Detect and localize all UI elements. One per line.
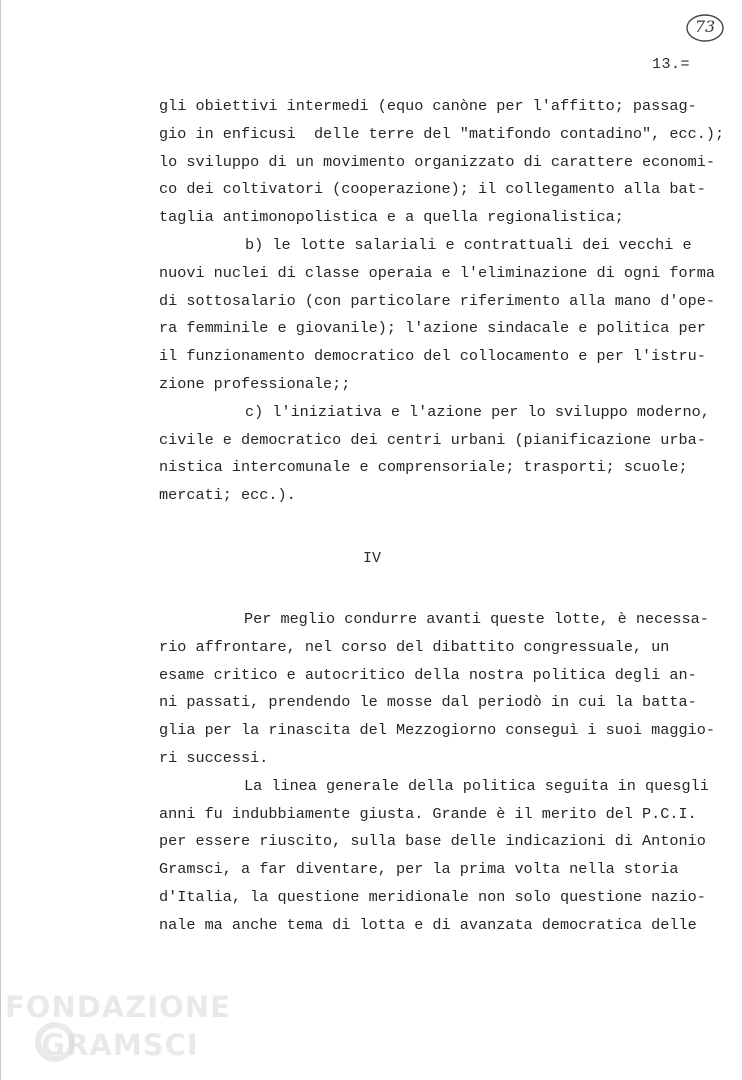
text-line: ni passati, prendendo le mosse dal periodò in cui la batta- <box>159 693 697 712</box>
text-line: esame critico e autocritico della nostra politica degli an- <box>159 665 697 684</box>
section-heading: IV <box>362 550 381 567</box>
text-line: mercati; ecc.). <box>159 486 296 505</box>
text-line: ri successi. <box>159 748 269 767</box>
watermark-line-1: FONDAZIONE <box>5 990 231 1024</box>
archive-folio-mark <box>685 13 725 43</box>
text-line: anni fu indubbiamente giusta. Grande è il merito del P.C.I. <box>159 804 697 823</box>
paragraph-a <box>159 93 725 232</box>
paragraph-e <box>159 773 709 940</box>
text-line: Per meglio condurre avanti queste lotte, è necessa- <box>244 610 709 628</box>
text-line: il funzionamento democratico del collocamento e per l'istru- <box>159 347 706 366</box>
paragraph-d <box>159 606 715 773</box>
text-line: Gramsci, a far diventare, per la prima volta nella storia <box>159 860 679 879</box>
page-number: 13.= <box>652 56 691 73</box>
text-line: lo sviluppo di un movimento organizzato di carattere economi- <box>159 152 715 171</box>
text-line: civile e democratico dei centri urbani (pianificazione urba- <box>159 430 706 449</box>
paragraph-b <box>159 232 715 399</box>
foundation-watermark <box>5 990 231 1080</box>
text-line: ra femminile e giovanile); l'azione sindacale e politica per <box>159 319 706 338</box>
text-block-upper <box>159 93 725 510</box>
text-line: b) le lotte salariali e contrattuali dei vecchi e <box>245 235 692 254</box>
text-line: La linea generale della politica seguita in quesgli <box>244 776 709 795</box>
text-line: di sottosalario (con particolare riferimento alla mano d'ope- <box>159 291 715 310</box>
text-line: per essere riuscito, sulla base delle indicazioni di Antonio <box>159 832 706 851</box>
text-line: nuovi nuclei di classe operaia e l'eliminazione di ogni forma <box>159 263 715 282</box>
text-line: gio in enficusi delle terre del "matifondo contadino", ecc.); <box>159 124 725 143</box>
text-line: c) l'iniziativa e l'azione per lo sviluppo moderno, <box>245 402 710 421</box>
text-line: gli obiettivi intermedi (equo canòne per l'affitto; passag- <box>159 97 697 115</box>
paragraph-c <box>159 399 710 510</box>
text-line: glia per la rinascita del Mezzogiorno conseguì i suoi maggio- <box>159 721 715 740</box>
text-line: taglia antimonopolistica e a quella regionalistica; <box>159 208 624 227</box>
text-line: nale ma anche tema di lotta e di avanzata democratica delle <box>159 915 697 934</box>
text-line: nistica intercomunale e comprensoriale; trasporti; scuole; <box>159 458 688 477</box>
text-line: rio affrontare, nel corso del dibattito congressuale, un <box>159 637 670 656</box>
text-line: zione professionale;; <box>159 374 351 393</box>
watermark-line-2: GRAMSCI <box>41 1028 199 1062</box>
text-line: co dei coltivatori (cooperazione); il collegamento alla bat- <box>159 180 706 199</box>
text-block-lower <box>159 606 715 940</box>
folio-number: 73 <box>694 17 716 36</box>
text-line: d'Italia, la questione meridionale non solo questione nazio- <box>159 887 706 906</box>
